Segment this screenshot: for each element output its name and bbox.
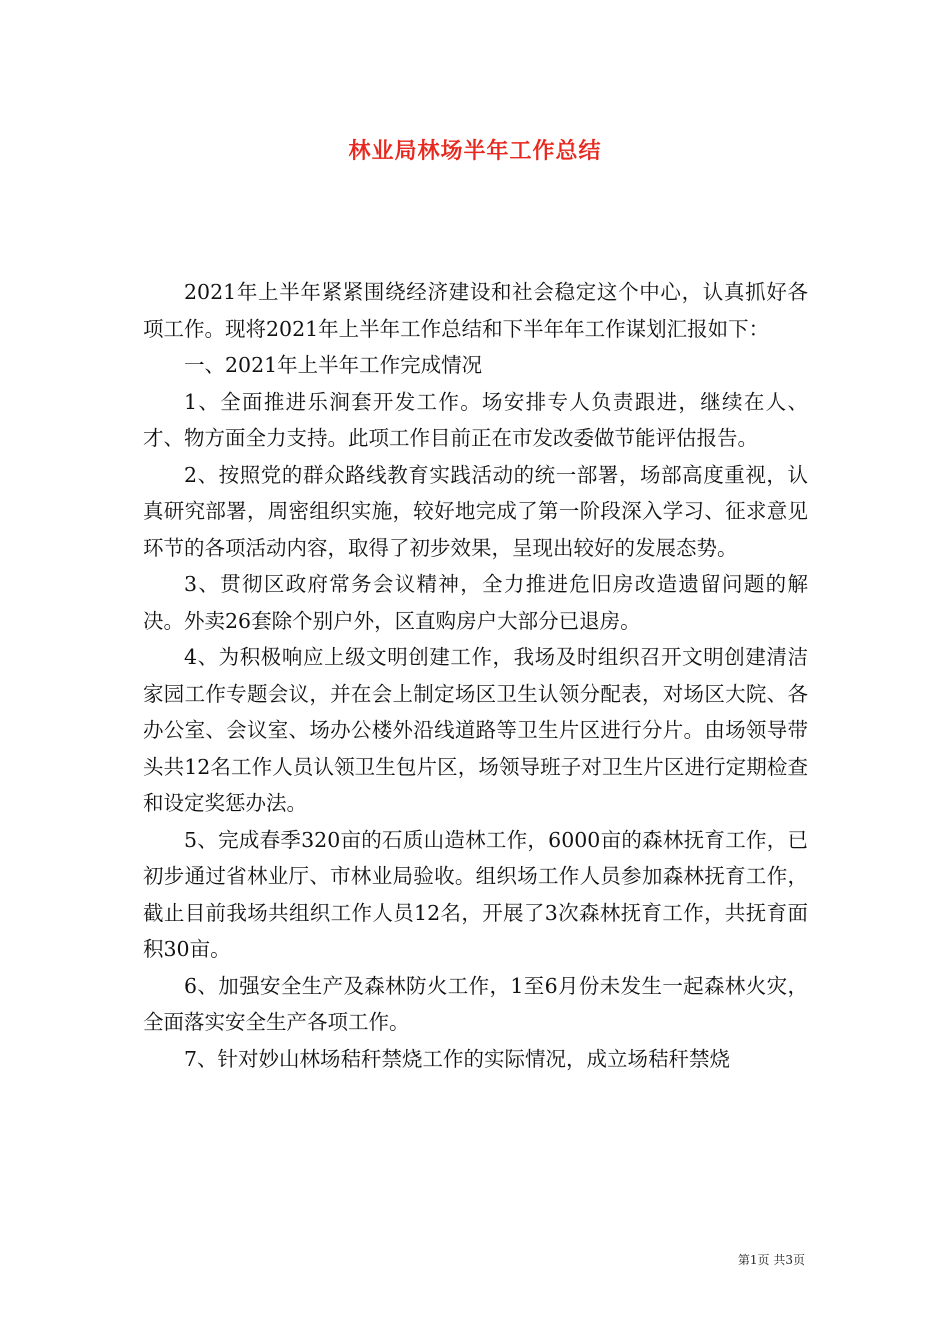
paragraph-item-6: 6、加强安全生产及森林防火工作，1至6月份未发生一起森林火灾，全面落实安全生产各项工作。 [143, 973, 808, 1034]
section-heading: 一、2021年上半年工作完成情况 [184, 353, 483, 377]
page-number: 第1页 共3页 [737, 1253, 805, 1267]
paragraph-item-7: 7、针对妙山林场秸秆禁烧工作的实际情况，成立场秸秆禁烧 [184, 1046, 731, 1071]
paragraph-item-4: 4、为积极响应上级文明创建工作，我场及时组织召开文明创建清洁家园工作专题会议，并在会上制定场区卫生认领分配表，对场区大院、各办公室、会议室、场办公楼外沿线道路等卫生片区进行分片。由场领导带头共12名工作人员认领卫生包片区，场领导班子对卫生片区进行定期检查和设定奖惩办法。 [143, 645, 808, 815]
paragraph-intro: 2021年上半年紧紧围绕经济建设和社会稳定这个中心，认真抓好各项工作。现将2021年上半年工作总结和下半年年工作谋划汇报如下： [143, 280, 808, 341]
document-body [143, 274, 808, 1077]
page-title: 林业局林场半年工作总结 [348, 139, 602, 164]
paragraph-item-1: 1、全面推进乐涧套开发工作。场安排专人负责跟进，继续在人、才、物方面全力支持。此项工作目前正在市发改委做节能评估报告。 [143, 389, 808, 450]
paragraph-item-5: 5、完成春季320亩的石质山造林工作，6000亩的森林抚育工作，已初步通过省林业厅、市林业局验收。组织场工作人员参加森林抚育工作，截止目前我场共组织工作人员12名，开展了3次森林抚育工作，共抚育面积30亩。 [143, 827, 808, 961]
paragraph-item-2: 2、按照党的群众路线教育实践活动的统一部署，场部高度重视，认真研究部署，周密组织实施，较好地完成了第一阶段深入学习、征求意见环节的各项活动内容，取得了初步效果，呈现出较好的发展态势。 [143, 462, 808, 560]
paragraph-item-3: 3、贯彻区政府常务会议精神，全力推进危旧房改造遗留问题的解决。外卖26套除个别户外，区直购房户大部分已退房。 [143, 572, 808, 633]
